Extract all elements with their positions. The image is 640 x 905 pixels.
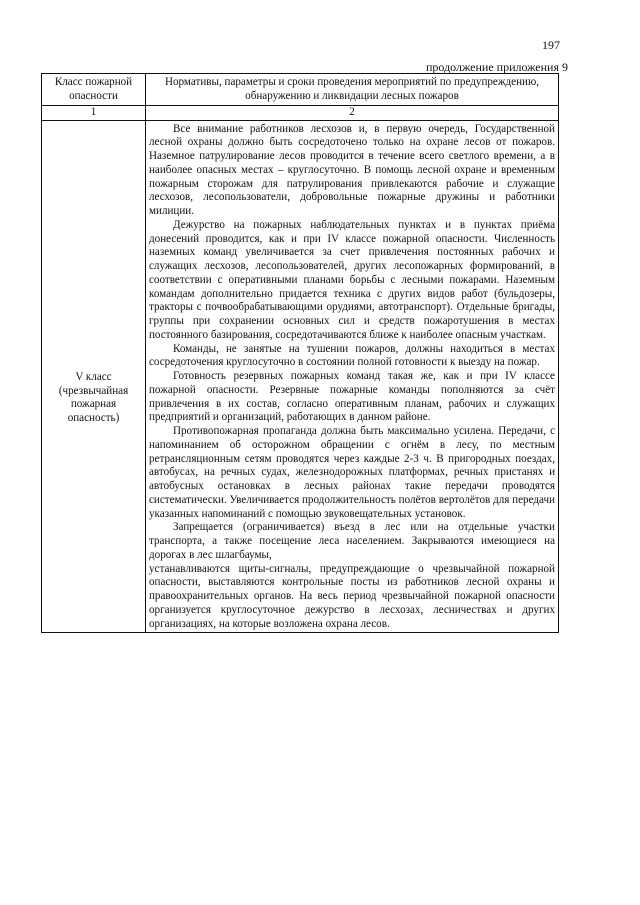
appendix-continuation-note: продолжение приложения 9 <box>426 60 568 74</box>
fire-danger-table <box>41 73 559 633</box>
measures-cell <box>146 120 559 633</box>
paragraph-teams: Команды, не занятые на тушении пожаров, должны находиться в местах сосредоточения круглосуточно в состоянии полной готовности к выезду на пожар. <box>149 342 555 369</box>
paragraph-propaganda: Противопожарная пропаганда должна быть максимально усилена. Передачи, с напоминанием об осторожном обращении с огнём в лесу, по местным ретрансляционным сетям проводятся через каждые 2-3 ч. В пригородных поездах, автобусах, на речных судах, железнодорожных платформах, речных пристанях и автобусных остановках в лесных районах такие передачи проводятся систематически. Увеличивается продолжительность полётов вертолётов для передачи указанных напоминаний с помощью звуковещательных установок. <box>149 425 555 520</box>
page-number: 197 <box>542 38 560 52</box>
table-header-row <box>42 74 559 106</box>
paragraph-signs: устанавливаются щиты-сигналы, предупреждающие о чрезвычайной пожарной опасности, выставляются контрольные посты из работников лесной охраны и правоохранительных органов. На весь период чрезвычайной пожарной опасности организуется круглосуточное дежурство в лесхозах, лесничествах и других организациях, на которые возложена охрана лесов. <box>149 562 555 630</box>
fire-class-title: V класс <box>75 370 112 383</box>
column-number-row <box>42 105 559 120</box>
fire-class-cell <box>42 120 146 633</box>
paragraph-patrol: Все внимание работников лесхозов и, в первую очередь, Государственной лесной охраны должно быть сосредоточено только на охране лесов от пожаров. Наземное патрулирование лесов проводится в течение всего светлого времени, а в наиболее опасных местах – круглосуточно. В помощь лесной охране и временным пожарным сторожам для патрулирования привлекаются рабочие и служащие лесхозов, лесопользователи, добровольные пожарные дружины и работники милиции. <box>149 122 555 217</box>
table-row <box>42 120 559 633</box>
header-norms: Нормативы, параметры и сроки проведения мероприятий по предупреждению, обнаружению и ликвидации лесных пожаров <box>146 74 559 106</box>
column-number-1: 1 <box>42 105 146 120</box>
paragraph-restrictions: Запрещается (ограничивается) въезд в лес или на отдельные участки транспорта, а также посещение леса населением. Закрываются имеющиеся на дорогах в лес шлагбаумы, <box>149 521 555 561</box>
header-fire-class: Класс пожарной опасности <box>42 74 146 106</box>
fire-class-subtitle: (чрезвычайная пожарная опасность) <box>58 384 129 425</box>
paragraph-reserve: Готовность резервных пожарных команд такая же, как и при IV классе пожарной опасности. Резервные пожарные команды пополняются за счёт привлечения в их состав, согласно оперативным планам, рабочих и служащих предприятий и организаций, работающих в данном районе. <box>149 370 555 424</box>
column-number-2: 2 <box>146 105 559 120</box>
paragraph-duty: Дежурство на пожарных наблюдательных пунктах и в пунктах приёма донесений проводится, как и при IV классе пожарной опасности. Численность наземных команд увеличивается за счет привлечения постоянных рабочих и служащих лесхозов, лесопользователей, других лесопожарных формирований, в соответствии с оперативными планами борьбы с лесными пожарами. Наземным командам дополнительно придается техника с других видов работ (бульдозеры, тракторы с почвообрабатывающими орудиями, автотранспорт). Отдельные бригады, группы при сохранении основных сил и средств пожаротушения в местах постоянного базирования, сосредотачиваются ближе к наиболее опасным участкам. <box>149 218 555 341</box>
